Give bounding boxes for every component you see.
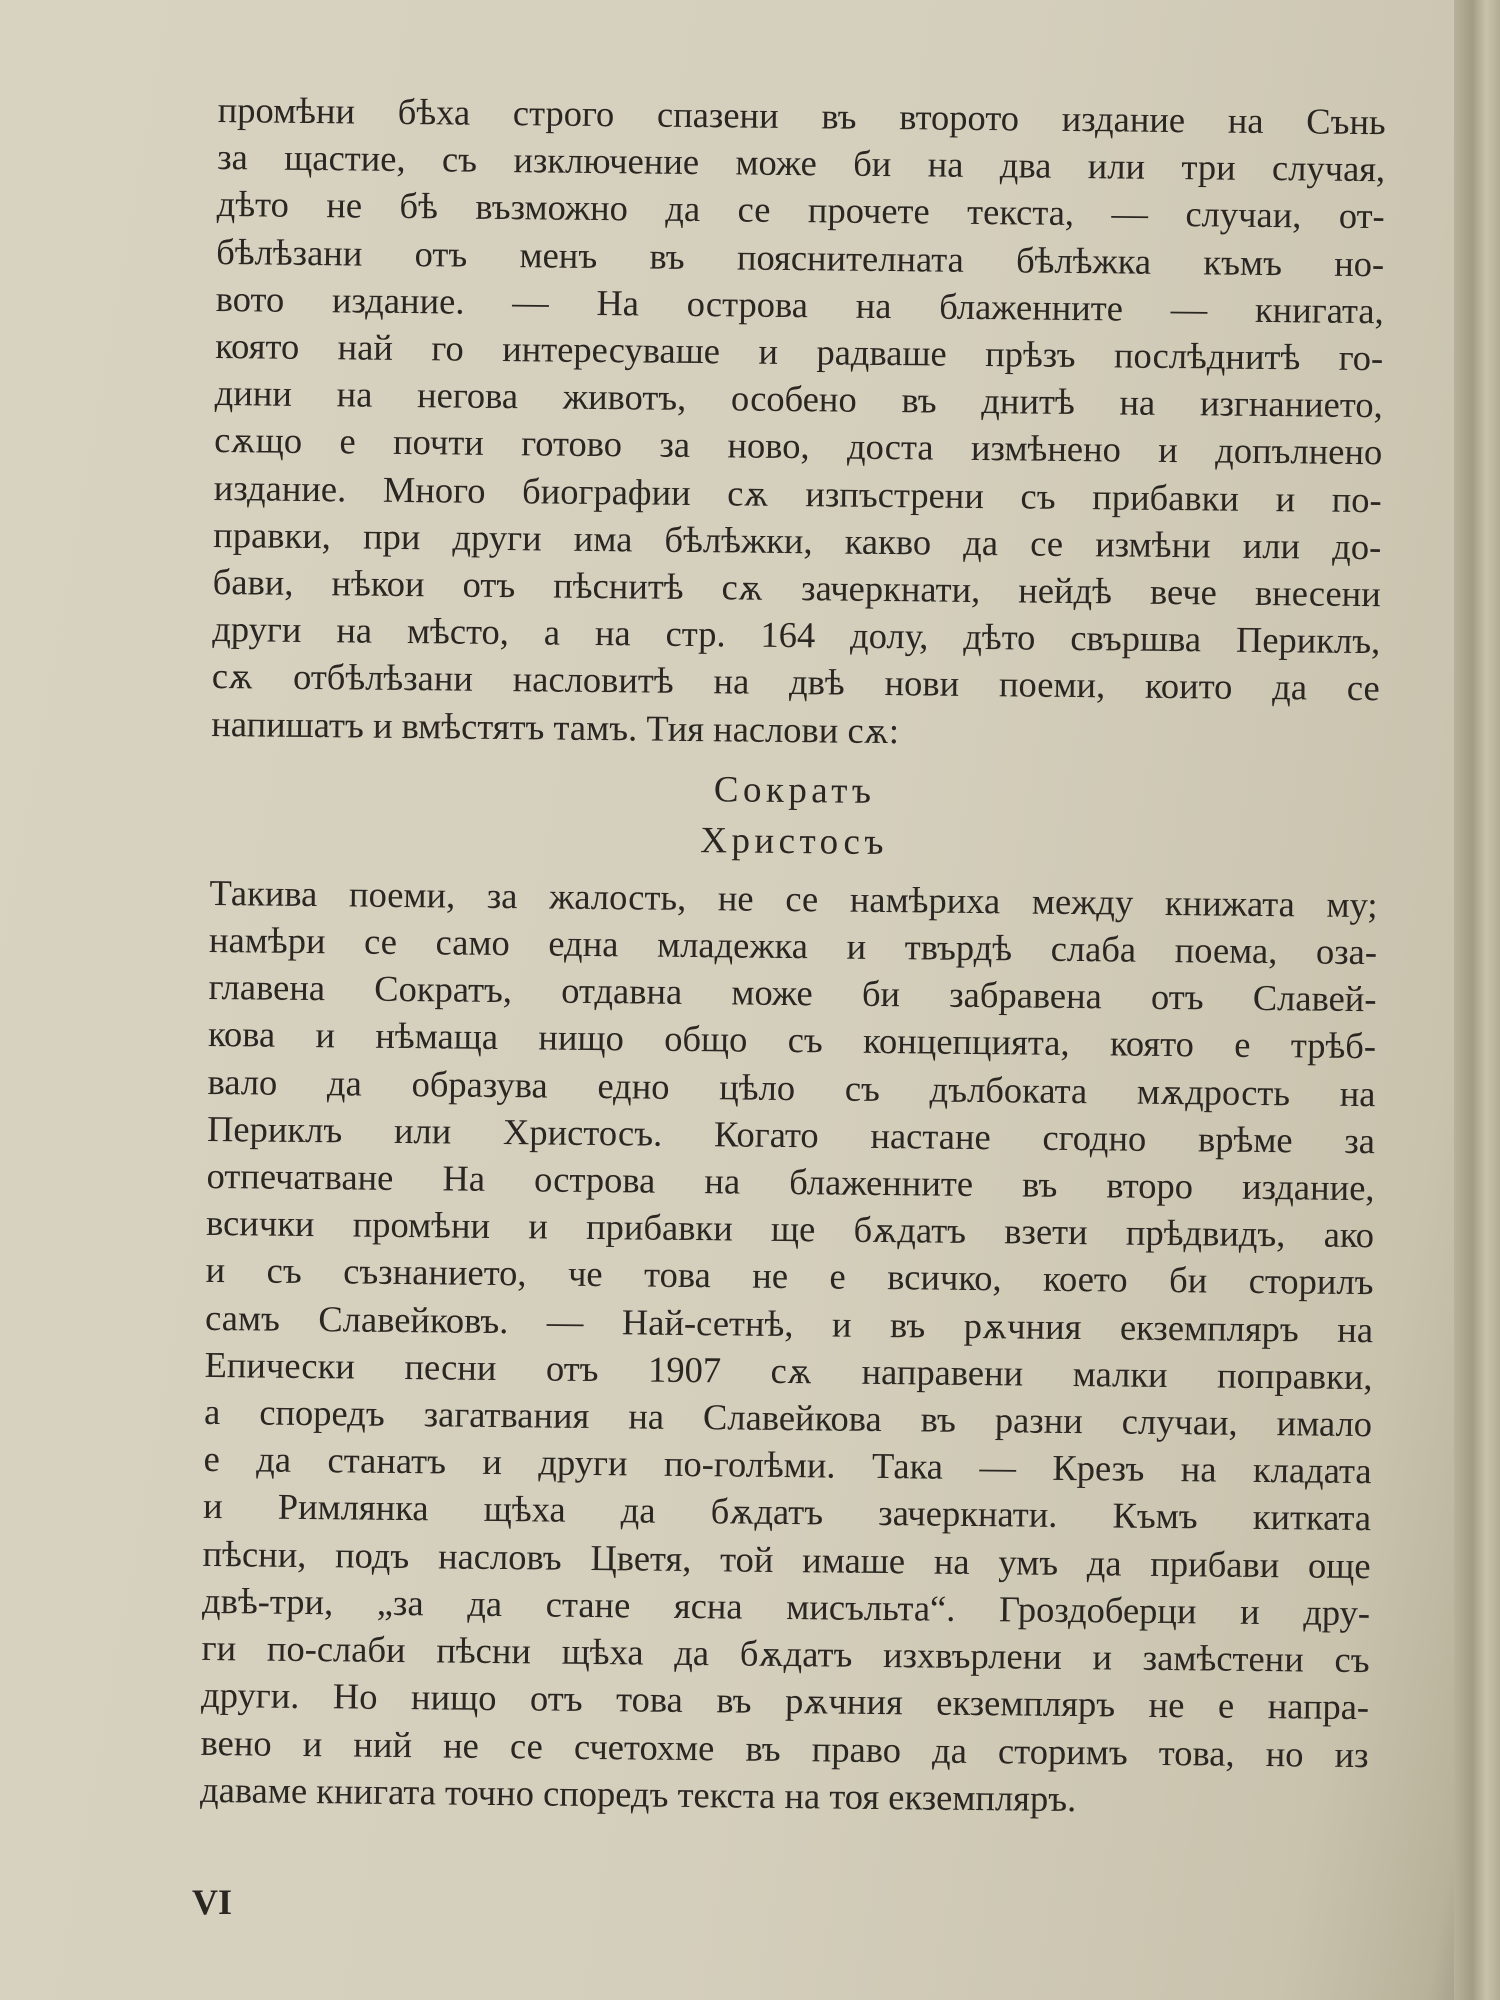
- text-line: бави, нѣкои отъ пѣснитѣ сѫ зачеркнати, нейдѣ вече внесени: [212, 561, 1381, 615]
- text-line: е да станатъ и други по-голѣми. Така — Крезъ на кладата: [203, 1438, 1372, 1492]
- text-line: други на мѣсто, а на стр. 164 долу, дѣто свършва Периклъ,: [212, 608, 1381, 662]
- text-line: дѣто не бѣ възможно да се прочете текста, — случаи, от-: [216, 183, 1385, 237]
- text-line: напишатъ и вмѣстятъ тамъ. Тия наслови сѫ:: [211, 702, 900, 751]
- text-line: даваме книгата точно споредъ текста на тоя екземпляръ.: [199, 1768, 1077, 1819]
- text-line: кова и нѣмаща нищо общо съ концепцията, която е трѣб-: [207, 1013, 1377, 1067]
- text-line: за щастие, съ изключение може би на два или три случая,: [217, 136, 1386, 190]
- text-line: ги по-слаби пѣсни щѣха да бѫдатъ изхвърлени и замѣстени съ: [201, 1627, 1370, 1681]
- text-line: Такива поеми, за жалость, не се намѣриха между книжата му;: [209, 871, 1378, 926]
- text-line: други. Но нищо отъ това въ рѫчния екземпляръ не е напра-: [200, 1674, 1370, 1728]
- poem-title-heading: Сократъ: [713, 769, 876, 812]
- text-line: издание. Много биографии сѫ изпъстрени съ прибавки и по-: [213, 466, 1382, 520]
- text-line: която най го интересуваше и радваше прѣзъ послѣднитѣ го-: [215, 325, 1384, 379]
- text-line: сѫщо е почти готово за ново, доста измѣнено и допълнено: [214, 419, 1383, 473]
- text-line: правки, при други има бѣлѣжки, какво да се измѣни или до-: [213, 513, 1382, 568]
- paragraph-2: [200, 869, 1378, 1825]
- text-line: самъ Славейковъ. — Най-сетнѣ, и въ рѫчния екземпляръ на: [204, 1296, 1374, 1350]
- text-line: бѣлѣзани отъ менъ въ пояснителната бѣлѣжка къмъ но-: [216, 230, 1385, 284]
- text-line: отпечатване На острова на блаженните въ второ издание,: [206, 1155, 1375, 1209]
- text-line: Епически песни отъ 1907 сѫ направени малки поправки,: [204, 1343, 1373, 1398]
- text-line: вено и ний не се счетохме въ право да сторимъ това, но из: [200, 1721, 1369, 1775]
- page-edge-shadow: [1454, 0, 1500, 2000]
- text-line: пѣсни, подъ насловъ Цветя, той имаше на умъ да прибави още: [202, 1532, 1371, 1586]
- text-line: промѣни бѣха строго спазени въ второто издание на Сънь: [217, 88, 1386, 143]
- text-line: намѣри се само една младежка и твърдѣ слаба поема, оза-: [208, 919, 1378, 973]
- text-line: главена Сократъ, отдавна може би забравена отъ Славей-: [208, 966, 1377, 1020]
- text-line: всички промѣни и прибавки ще бѫдатъ взети прѣдвидъ, ако: [205, 1202, 1375, 1256]
- text-line: и Римлянка щѣха да бѫдатъ зачеркнати. Къмъ китката: [202, 1485, 1372, 1539]
- text-line: дини на негова животъ, особено въ днитѣ на изгнанието,: [214, 372, 1383, 426]
- poem-title-heading: Христосъ: [700, 819, 889, 863]
- text-line: и съ съзнанието, че това не е всичко, което би сторилъ: [205, 1249, 1374, 1303]
- text-line: вало да образува едно цѣло съ дълбоката мѫдрость на: [207, 1060, 1376, 1114]
- text-line: сѫ отбѣлѣзани насловитѣ на двѣ нови поеми, които да се: [211, 655, 1380, 709]
- text-line: Периклъ или Христосъ. Когато настане сгодно врѣме за: [206, 1107, 1376, 1162]
- paragraph-1: [211, 86, 1386, 759]
- text-line: вото издание. — На острова на блаженните — книгата,: [215, 277, 1384, 332]
- text-line: двѣ-три, „за да стане ясна мисъльта“. Гроздоберци и дру-: [201, 1579, 1371, 1634]
- page-number: VI: [192, 1882, 233, 1922]
- poem-titles: [210, 759, 1379, 873]
- page-text: [200, 86, 1386, 1825]
- text-line: а споредъ загатвания на Славейкова въ разни случаи, имало: [203, 1391, 1373, 1445]
